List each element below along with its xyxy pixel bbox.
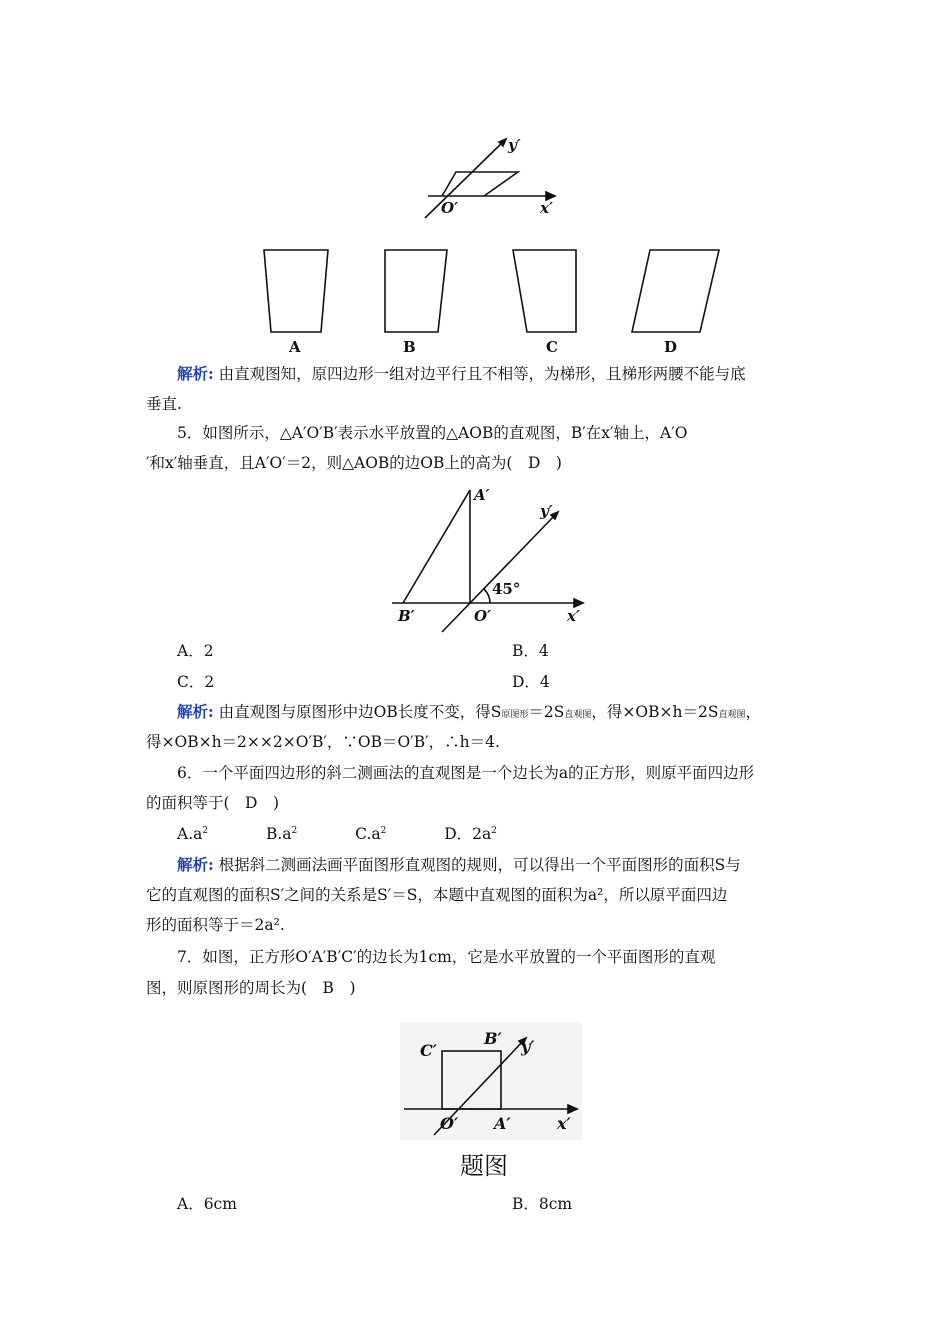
- q7-question-line2: 图，则原图形的周长为( B ): [146, 979, 356, 997]
- q4-origin-label: O′: [441, 199, 459, 217]
- q7-question-line1: 7．如图，正方形O′A′B′C′的边长为1cm，它是水平放置的一个平面图形的直观: [177, 948, 716, 966]
- q6-question-line1: 6．一个平面四边形的斜二测画法的直观图是一个边长为a的正方形，则原平面四边形: [177, 764, 755, 782]
- q5-analysis-part-c: ，得×OB×h＝2S: [591, 703, 719, 721]
- q5-o-label: O′: [474, 607, 492, 625]
- q5-question-line1: 5．如图所示，△A′O′B′表示水平放置的△AOB的直观图，B′在x′轴上，A′O: [177, 424, 688, 442]
- q7-a-label: A′: [494, 1114, 511, 1133]
- q5-analysis-sub2: 直观图: [564, 710, 592, 720]
- q4-option-a-label: A: [289, 338, 301, 356]
- q5-y-label: y′: [540, 502, 553, 520]
- q5-analysis-part-d: ，: [745, 703, 761, 721]
- q5-angle-label: 45°: [492, 580, 521, 598]
- q6-option-b: $B.a^2$: [265, 825, 298, 843]
- q4-shape-c: [513, 250, 576, 332]
- q4-analysis-text1: 由直观图知，原四边形一组对边平行且不相等，为梯形，且梯形两腰不能与底: [218, 365, 746, 383]
- q4-option-b-label: B: [403, 338, 416, 356]
- q5-option-c: C．2: [177, 673, 215, 691]
- q6-options-row: [177, 823, 497, 845]
- q7-caption: 题图: [460, 1152, 508, 1180]
- q4-analysis-label: 解析:: [177, 364, 214, 383]
- q6-analysis-line1: [177, 854, 741, 876]
- q6-analysis-line2: 它的直观图的面积S′之间的关系是S′＝S，本题中直观图的面积为a²，所以原平面四边: [146, 886, 728, 904]
- q7-c-label: C′: [420, 1041, 437, 1060]
- q4-option-c-label: C: [546, 338, 558, 356]
- q6-option-a: $A.a^2$: [177, 825, 209, 843]
- q6-analysis-text1: 根据斜二测画法画平面图形直观图的规则，可以得出一个平面图形的面积S与: [218, 856, 741, 874]
- q6-option-d: D．$2a^2$: [444, 825, 498, 843]
- q6-analysis-label: 解析:: [177, 855, 214, 874]
- q5-analysis-line1: [177, 701, 761, 726]
- q5-analysis-label: 解析:: [177, 702, 214, 721]
- q6-option-c: $C.a^2$: [355, 825, 387, 843]
- q4-analysis-line1: [177, 363, 746, 385]
- q5-option-a: A．2: [177, 642, 214, 660]
- q6-question-line2: 的面积等于( D ): [146, 794, 280, 812]
- q4-shape-a: [264, 250, 328, 332]
- q4-analysis-line2: 垂直.: [146, 395, 182, 413]
- q5-b-label: B′: [398, 607, 415, 625]
- q5-x-label: x′: [567, 607, 580, 625]
- q7-y-label: y′: [521, 1037, 535, 1056]
- q6-analysis-line3: 形的面积等于＝2a².: [146, 916, 285, 934]
- q5-a-label: A′: [474, 486, 490, 504]
- q7-o-label: O′: [440, 1114, 459, 1133]
- q4-option-d-label: D: [664, 338, 678, 356]
- q5-analysis-part-b: ＝2S: [528, 703, 565, 721]
- q5-option-d: D．4: [512, 673, 550, 691]
- q4-y-label: y′: [508, 136, 521, 154]
- q5-option-b: B．4: [512, 642, 549, 660]
- q4-option-shapes: [264, 250, 719, 332]
- q7-b-label: B′: [484, 1029, 502, 1048]
- q5-analysis-sub1: 原图形: [501, 710, 529, 720]
- q5-analysis-line2: 得×OB×h＝2××2×O′B′，∵OB＝O′B′，∴h＝4.: [146, 733, 500, 751]
- q4-shape-b: [385, 250, 447, 332]
- q7-option-a: A．6cm: [177, 1195, 237, 1213]
- q7-option-b: B．8cm: [512, 1195, 573, 1213]
- q4-x-label: x′: [540, 199, 553, 217]
- q5-question-line2: ′和x′轴垂直，且A′O′＝2，则△AOB的边OB上的高为( D ): [146, 454, 562, 472]
- q4-shape-d: [632, 250, 719, 332]
- q5-analysis-sub3: 直观图: [718, 710, 746, 720]
- q5-analysis-part-a: 由直观图与原图形中边OB长度不变，得S: [218, 703, 502, 721]
- q7-x-label: x′: [557, 1114, 571, 1133]
